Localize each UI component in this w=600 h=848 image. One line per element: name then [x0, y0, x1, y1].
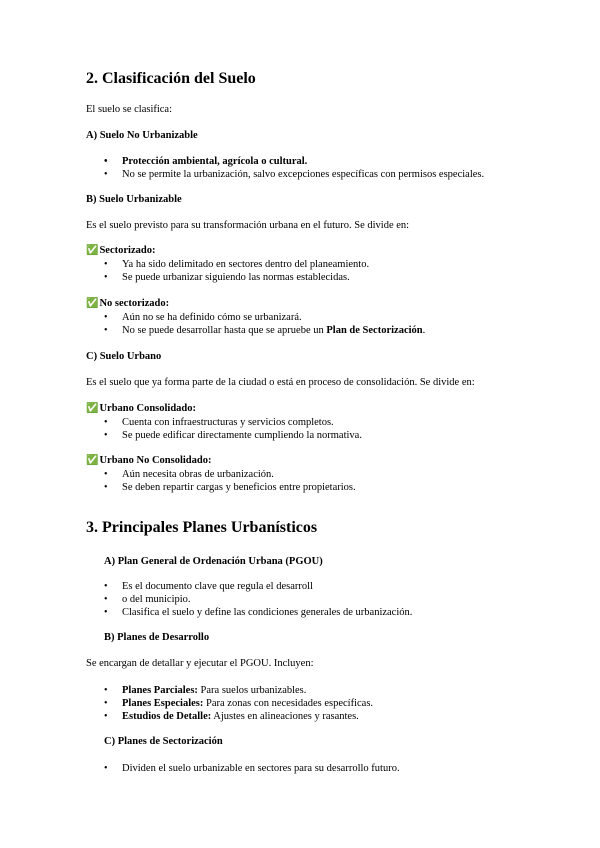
- bullet-list-no-consolidado: [0, 468, 356, 494]
- list-item: • Aún necesita obras de urbanización.: [0, 468, 356, 481]
- bullet-list-sectorizacion: [0, 762, 400, 775]
- item-bold-text: Planes Especiales:: [122, 698, 204, 710]
- label-no-sectorizado: [86, 298, 169, 309]
- list-item: • o del municipio.: [0, 593, 412, 606]
- list-item: • Ya ha sido delimitado en sectores dentro del planeamiento.: [0, 258, 369, 271]
- bullet-list-sectorizado: [0, 258, 369, 284]
- list-item: • Aún no se ha definido cómo se urbanizará.: [0, 311, 425, 324]
- section-heading-clasificacion: 2. Clasificación del Suelo: [86, 70, 256, 87]
- paragraph-planes-desarrollo: Se encargan de detallar y ejecutar el PGOU. Incluyen:: [86, 658, 314, 669]
- subheading-planes-desarrollo: B) Planes de Desarrollo: [104, 632, 210, 643]
- list-item: [0, 710, 373, 723]
- label-no-consolidado: [86, 455, 211, 466]
- bullet-list-no-urbanizable: [0, 155, 484, 181]
- label-text: No sectorizado:: [99, 298, 170, 309]
- item-text: .: [422, 325, 426, 337]
- check-icon: ✅: [86, 403, 99, 414]
- list-item: • Se deben repartir cargas y beneficios entre propietarios.: [0, 481, 356, 494]
- paragraph-urbanizable: Es el suelo previsto para su transformación urbana en el futuro. Se divide en:: [86, 220, 410, 231]
- check-icon: ✅: [86, 245, 99, 256]
- item-text: Para zonas con necesidades específicas.: [203, 698, 374, 710]
- paragraph-intro: El suelo se clasifica:: [86, 104, 173, 115]
- item-bold-text: Planes Parciales:: [122, 685, 198, 696]
- bullet-list-consolidado: [0, 416, 362, 442]
- item-bold-text: Estudios de Detalle:: [122, 711, 212, 723]
- subheading-no-urbanizable: A) Suelo No Urbanizable: [86, 130, 198, 141]
- bullet-list-no-sectorizado: [0, 311, 425, 337]
- item-bold-text: Plan de Sectorización: [326, 325, 423, 337]
- paragraph-urbano: Es el suelo que ya forma parte de la ciudad o está en proceso de consolidación. Se divide en:: [86, 377, 475, 388]
- label-consolidado: [86, 403, 196, 414]
- label-sectorizado: [86, 245, 155, 256]
- list-item: [0, 324, 425, 337]
- label-text: Urbano Consolidado:: [99, 403, 197, 414]
- list-item: • Clasifica el suelo y define las condiciones generales de urbanización.: [0, 606, 412, 619]
- subheading-urbanizable: B) Suelo Urbanizable: [86, 194, 182, 205]
- bullet-list-pgou: [0, 580, 412, 620]
- bullet-list-planes-desarrollo: [0, 684, 373, 724]
- section-heading-planes: 3. Principales Planes Urbanísticos: [86, 519, 318, 536]
- check-icon: ✅: [86, 455, 99, 466]
- subheading-sectorizacion: C) Planes de Sectorización: [104, 736, 223, 747]
- list-item: [0, 697, 373, 710]
- list-item: • Protección ambiental, agrícola o cultural.: [0, 155, 484, 168]
- label-text: Sectorizado:: [99, 245, 156, 256]
- subheading-urbano: C) Suelo Urbano: [86, 351, 162, 362]
- list-item: • Se puede edificar directamente cumpliendo la normativa.: [0, 429, 362, 442]
- item-text: No se puede desarrollar hasta que se apruebe un: [122, 325, 327, 337]
- label-text: Urbano No Consolidado:: [99, 455, 212, 466]
- list-item: • Se puede urbanizar siguiendo las normas establecidas.: [0, 271, 369, 284]
- item-text: Para suelos urbanizables.: [197, 685, 307, 696]
- check-icon: ✅: [86, 298, 99, 309]
- list-item: • Cuenta con infraestructuras y servicios completos.: [0, 416, 362, 429]
- subheading-pgou: A) Plan General de Ordenación Urbana (PGOU): [104, 556, 323, 567]
- list-item: • Es el documento clave que regula el desarroll: [0, 580, 412, 593]
- list-item: [0, 684, 373, 697]
- item-text: Ajustes en alineaciones y rasantes.: [211, 711, 359, 723]
- list-item: • Dividen el suelo urbanizable en sectores para su desarrollo futuro.: [0, 762, 400, 775]
- list-item: • No se permite la urbanización, salvo excepciones específicas con permisos especiales.: [0, 168, 484, 181]
